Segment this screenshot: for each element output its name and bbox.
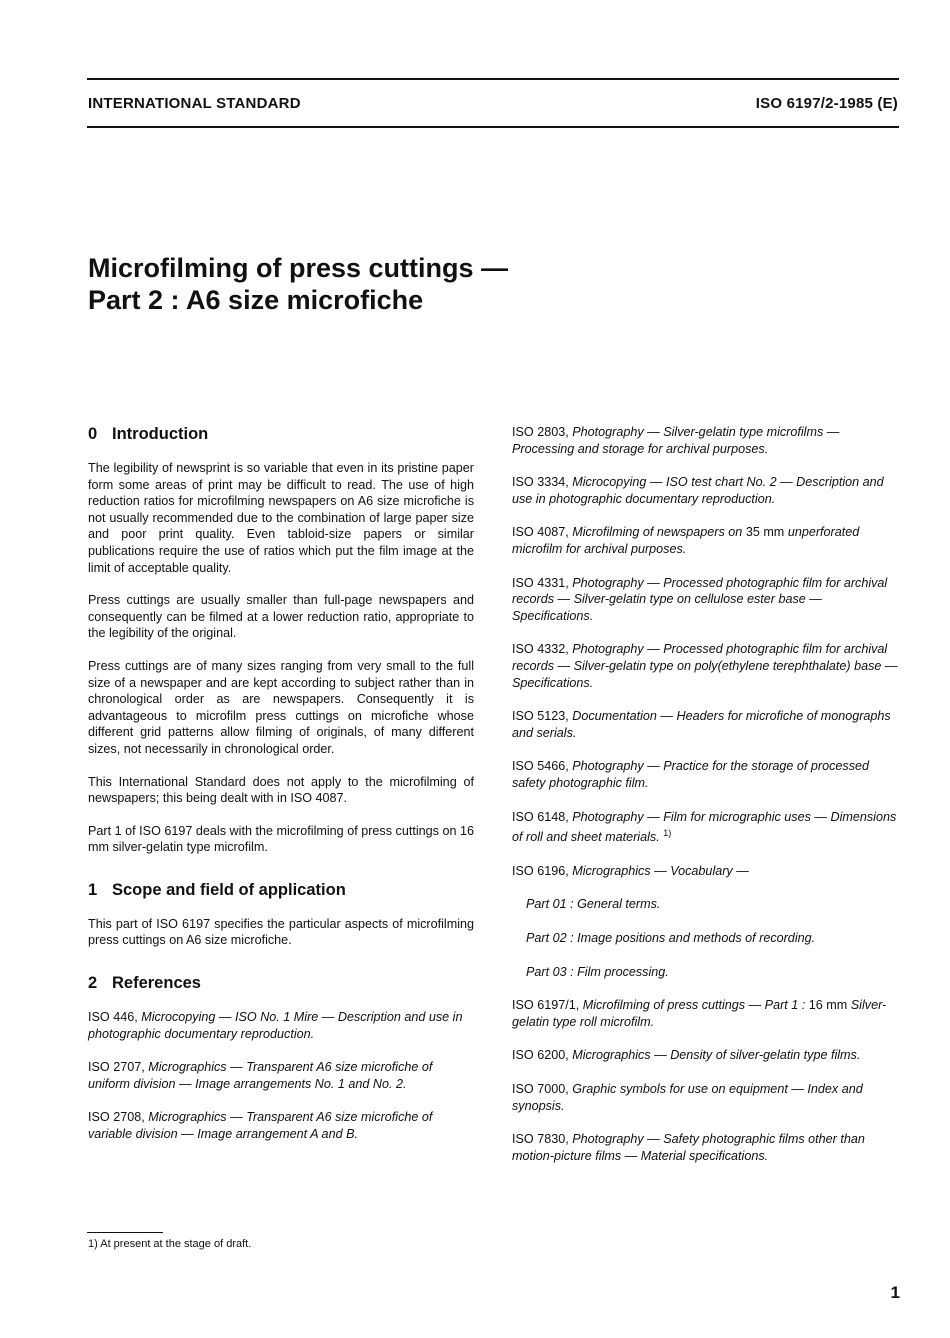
reference-item: ISO 5466, Photography — Practice for the storage of processed safety photographic film.: [512, 759, 870, 790]
reference-item: ISO 7830, Photography — Safety photographic films other than motion-picture films — Material specifications.: [512, 1132, 865, 1163]
footnote-rule: [87, 1232, 163, 1233]
section-0-number: 0: [88, 425, 98, 443]
section-2-number: 2: [88, 974, 98, 993]
reference-item: ISO 4332, Photography — Processed photographic film for archival records — Silver-gelatin type on poly(ethylene terephthalate) base — Specifications.: [512, 642, 898, 690]
header-top-rule: [87, 78, 899, 80]
left-column: [88, 424, 474, 1160]
header-bottom-rule: [87, 126, 899, 128]
intro-paragraph-1: The legibility of newsprint is so variable that even in its pristine paper form some areas of print may be difficult to read. The use of high reduction ratios for microfilming newspapers on A6 size microfiche is not usually recommended due to the combination of large paper size and poor print quality. Even tabloid-size papers or similar publications require the use of ratios which put the film image at the limit of acceptable quality.: [88, 461, 474, 575]
scope-paragraph: This part of ISO 6197 specifies the particular aspects of microfilming press cuttings on A6 size microfiche.: [88, 916, 474, 948]
reference-item: ISO 6148, Photography — Film for micrographic uses — Dimensions of roll and sheet materials. $^{1)}$: [512, 809, 897, 845]
reference-item: ISO 7000, Graphic symbols for use on equipment — Index and synopsis.: [512, 1082, 863, 1113]
reference-item: ISO 2803, Photography — Silver-gelatin type microfilms — Processing and storage for archival purposes.: [512, 425, 840, 456]
reference-item: ISO 446, Microcopying — ISO No. 1 Mire — Description and use in photographic documentary reproduction.: [88, 1010, 463, 1041]
section-1-number: 1: [88, 880, 98, 899]
section-0-heading: [88, 424, 474, 444]
reference-item: ISO 5123, Documentation — Headers for microfiche of monographs and serials.: [512, 709, 891, 740]
footnote: 1) At present at the stage of draft.: [88, 1238, 252, 1250]
reference-item: ISO 6196, Micrographics — Vocabulary —: [512, 863, 749, 878]
right-column: [512, 424, 900, 1181]
vocabulary-part-item: Part 01 : General terms.: [526, 897, 661, 912]
intro-paragraph-3: Press cuttings are of many sizes ranging from very small to the full size of a newspaper and are kept according to subject rather than in chronological order as are newspapers. Consequently it is advantageous to microfilm press cuttings on microfiche whose different grid patterns allow filming of originals, of many different sizes, not necessarily in chronological order.: [88, 658, 474, 756]
intro-paragraph-4: This International Standard does not apply to the microfilming of newspapers; this being dealt with in ISO 4087.: [88, 774, 474, 806]
page-number: 1: [890, 1283, 900, 1302]
reference-item: ISO 2707, Micrographics — Transparent A6 size microfiche of uniform division — Image arrangements No. 1 and No. 2.: [88, 1060, 433, 1091]
vocabulary-part-item: Part 03 : Film processing.: [526, 964, 669, 979]
reference-item: ISO 2708, Micrographics — Transparent A6 size microfiche of variable division — Image arrangement A and B.: [88, 1110, 433, 1142]
title-line-2: Part 2 : A6 size microfiche: [88, 285, 424, 315]
reference-item: ISO 4087, Microfilming of newspapers on 35 mm unperforated microfilm for archival purposes.: [512, 525, 860, 556]
footnote-marker: 1): [663, 828, 672, 839]
reference-item: ISO 4331, Photography — Processed photographic film for archival records — Silver-gelatin type on cellulose ester base — Specifications.: [512, 575, 888, 623]
section-1-heading: [88, 880, 474, 900]
section-0-title: Introduction: [112, 425, 209, 443]
reference-item: ISO 3334, Microcopying — ISO test chart No. 2 — Description and use in photographic documentary reproduction.: [512, 475, 884, 506]
intro-paragraph-2: Press cuttings are usually smaller than full-page newspapers and consequently can be filmed at a lower reduction ratio, appropriate to the legibility of the original.: [88, 593, 474, 641]
section-1-title: Scope and field of application: [112, 880, 346, 899]
section-2-heading: [88, 973, 474, 993]
intro-paragraph-5: Part 1 of ISO 6197 deals with the microfilming of press cuttings on 16 mm silver-gelatin type microfilm.: [88, 823, 474, 855]
header-document-type: INTERNATIONAL STANDARD: [88, 95, 301, 112]
reference-item: ISO 6197/1, Microfilming of press cuttings — Part 1 : 16 mm Silver-gelatin type roll microfilm.: [512, 998, 887, 1029]
vocabulary-part-item: Part 02 : Image positions and methods of recording.: [526, 931, 816, 946]
document-title: [88, 252, 508, 316]
header-standard-number: ISO 6197/2-1985 (E): [755, 95, 898, 112]
title-line-1: Microfilming of press cuttings —: [88, 253, 509, 283]
reference-item: ISO 6200, Micrographics — Density of silver-gelatin type films.: [512, 1048, 861, 1063]
section-2-title: References: [112, 974, 201, 993]
